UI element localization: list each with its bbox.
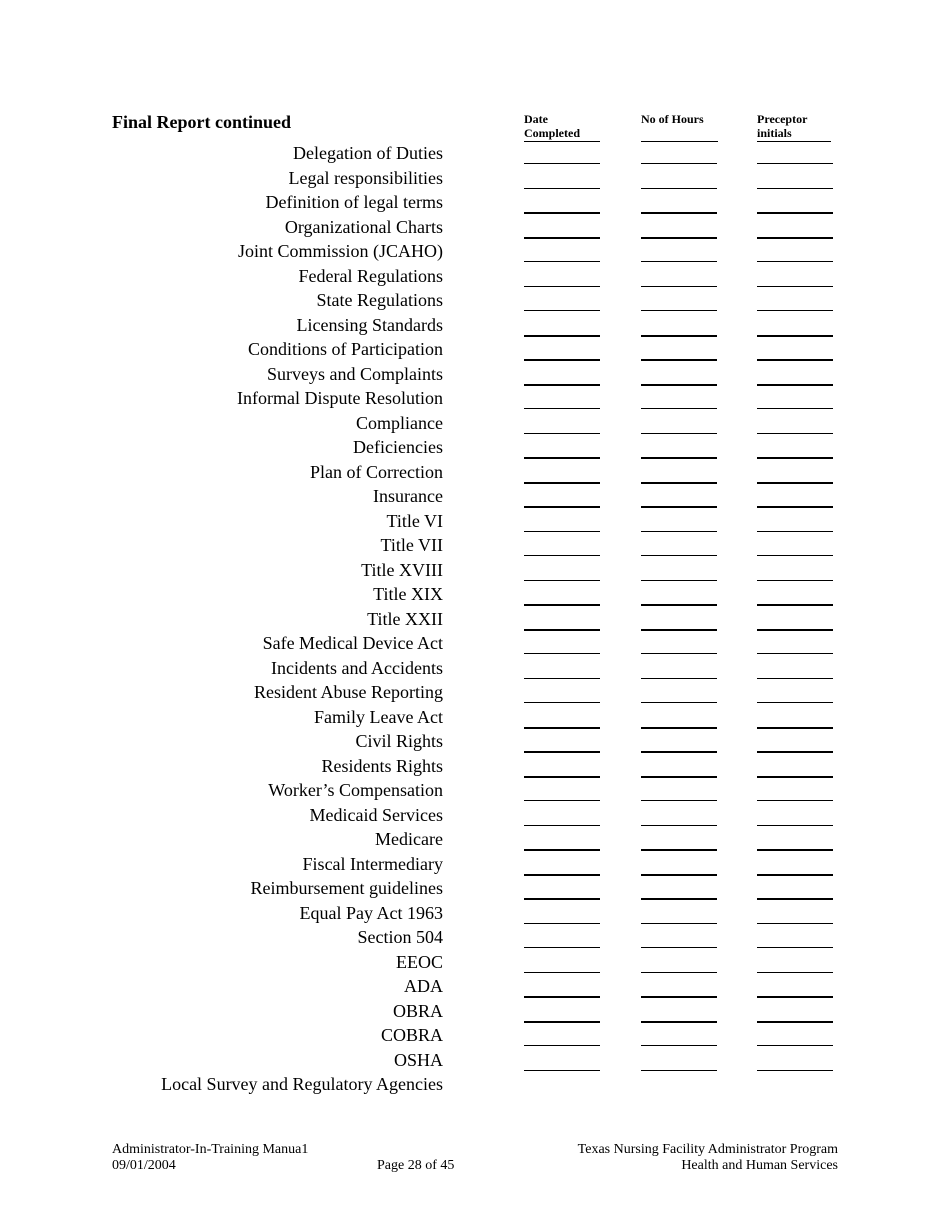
- checklist-row: [0, 312, 950, 337]
- checklist-item-label: Legal responsibilities: [288, 167, 443, 188]
- page-number: Page 28 of 45: [377, 1158, 455, 1173]
- checklist-item-label: Insurance: [373, 486, 443, 506]
- checklist-row: [0, 1071, 950, 1096]
- footer-right: [578, 1142, 838, 1174]
- checklist-row: [0, 851, 950, 876]
- checklist-row: [0, 238, 950, 263]
- checklist-item-label: Title XXII: [367, 608, 443, 629]
- checklist-row: [0, 1022, 950, 1047]
- footer-date: 09/01/2004: [112, 1158, 176, 1173]
- footer-program-name: Texas Nursing Facility Administrator Program: [577, 1142, 838, 1157]
- checklist-row: [0, 385, 950, 410]
- checklist-item-label: Delegation of Duties: [293, 143, 443, 163]
- checklist-item-label: ADA: [404, 976, 443, 996]
- checklist-item-label: Incidents and Accidents: [271, 657, 443, 678]
- checklist-item-label: Plan of Correction: [310, 461, 443, 482]
- checklist-item-label: OBRA: [392, 1000, 443, 1021]
- footer-manual-title: Administrator-In-Training Manua1: [112, 1142, 309, 1157]
- checklist-row: [0, 630, 950, 655]
- checklist-row: [0, 459, 950, 484]
- checklist-item-label: Residents Rights: [321, 755, 443, 776]
- checklist-row: [0, 581, 950, 606]
- checklist-row: [0, 655, 950, 680]
- checklist-item-label: Title VI: [386, 510, 443, 531]
- checklist-item-label: OSHA: [393, 1049, 443, 1070]
- checklist-item-label: Equal Pay Act 1963: [299, 902, 443, 923]
- checklist-rows: [0, 140, 950, 1096]
- checklist-item-label: Section 504: [357, 927, 443, 947]
- checklist-row: [0, 336, 950, 361]
- checklist-row: [0, 777, 950, 802]
- column-header-no-of-hours: No of Hours: [641, 112, 718, 142]
- checklist-item-label: Civil Rights: [355, 731, 443, 751]
- checklist-item-label: Informal Dispute Resolution: [237, 388, 443, 408]
- checklist-item-label: Deficiencies: [353, 437, 443, 457]
- checklist-item-label: EEOC: [396, 951, 443, 972]
- checklist-item-label: Organizational Charts: [284, 216, 443, 237]
- checklist-row: [0, 924, 950, 949]
- checklist-row: [0, 802, 950, 827]
- checklist-item-label: Family Leave Act: [314, 706, 443, 727]
- checklist-row: [0, 1047, 950, 1072]
- checklist-row: [0, 826, 950, 851]
- checklist-row: [0, 949, 950, 974]
- checklist-item-label: Worker’s Compensation: [268, 780, 443, 800]
- checklist-row: [0, 973, 950, 998]
- checklist-row: [0, 287, 950, 312]
- checklist-row: [0, 140, 950, 165]
- checklist-item-label: State Regulations: [316, 290, 443, 310]
- checklist-item-label: Title XVIII: [361, 559, 443, 580]
- checklist-row: [0, 728, 950, 753]
- checklist-row: [0, 704, 950, 729]
- checklist-item-label: Conditions of Participation: [248, 339, 443, 359]
- checklist-item-label: Joint Commission (JCAHO): [237, 241, 443, 261]
- checklist-item-label: Compliance: [356, 412, 443, 433]
- checklist-row: [0, 483, 950, 508]
- checklist-item-label: Title XIX: [373, 584, 443, 604]
- checklist-row: [0, 606, 950, 631]
- checklist-row: [0, 434, 950, 459]
- column-header-date-completed: Date Completed: [524, 112, 600, 142]
- checklist-item-label: Reimbursement guidelines: [250, 878, 443, 898]
- checklist-item-label: Title VII: [380, 535, 443, 555]
- checklist-row: [0, 165, 950, 190]
- checklist-item-label: Surveys and Complaints: [267, 363, 443, 384]
- checklist-row: [0, 410, 950, 435]
- checklist-row: [0, 214, 950, 239]
- checklist-row: [0, 508, 950, 533]
- checklist-row: [0, 753, 950, 778]
- checklist-item-label: Medicare: [375, 829, 443, 849]
- checklist-row: [0, 189, 950, 214]
- checklist-item-label: COBRA: [380, 1025, 443, 1045]
- checklist-row: [0, 900, 950, 925]
- checklist-row: [0, 532, 950, 557]
- checklist-item-label: Definition of legal terms: [265, 192, 443, 212]
- checklist-item-label: Resident Abuse Reporting: [254, 682, 443, 702]
- checklist-item-label: Medicaid Services: [309, 804, 443, 825]
- footer-agency: Health and Human Services: [681, 1158, 838, 1173]
- checklist-item-label: Local Survey and Regulatory Agencies: [161, 1074, 443, 1094]
- checklist-item-label: Federal Regulations: [298, 265, 443, 286]
- checklist-item-label: Fiscal Intermediary: [302, 853, 443, 874]
- checklist-row: [0, 263, 950, 288]
- checklist-item-label: Safe Medical Device Act: [262, 633, 443, 653]
- footer-left: [112, 1142, 308, 1174]
- column-header-preceptor-initials: Preceptor initials: [757, 112, 831, 142]
- checklist-row: [0, 361, 950, 386]
- checklist-row: [0, 679, 950, 704]
- checklist-row: [0, 557, 950, 582]
- checklist-row: [0, 998, 950, 1023]
- checklist-row: [0, 875, 950, 900]
- checklist-item-label: Licensing Standards: [296, 314, 443, 335]
- page-heading: Final Report continued: [112, 112, 292, 132]
